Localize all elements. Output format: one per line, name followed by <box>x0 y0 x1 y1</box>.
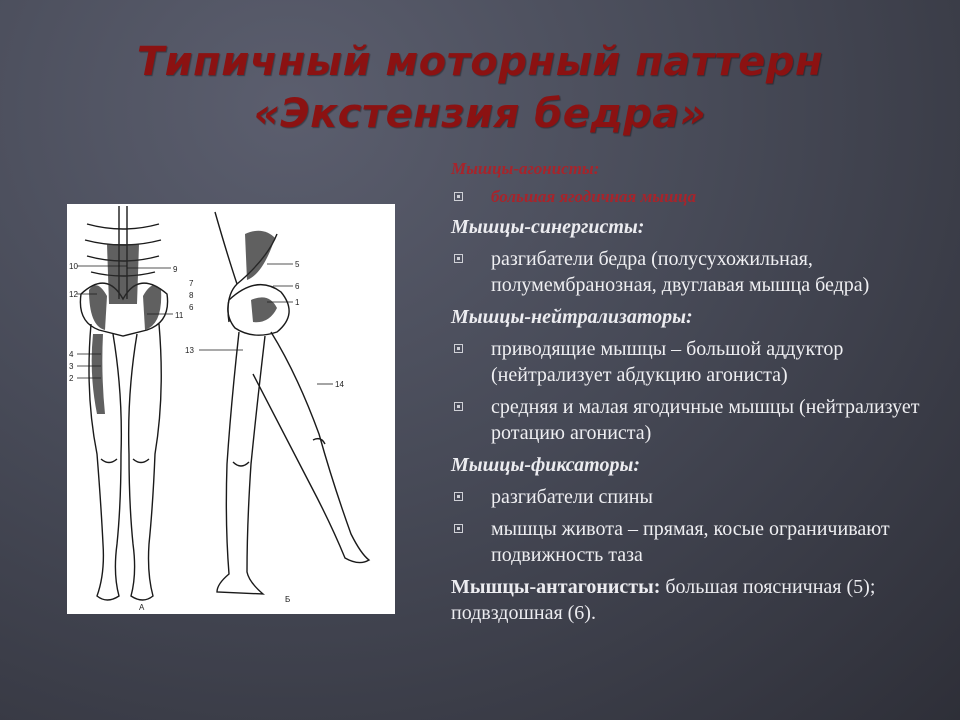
label-14: 14 <box>335 380 344 389</box>
antagonists-value: большая поясничная (5); подвздошная (6). <box>451 576 876 624</box>
label-4: 4 <box>69 350 74 359</box>
figure-label-b: Б <box>285 595 291 604</box>
muscle-list <box>451 158 921 632</box>
list-item <box>451 186 921 208</box>
label-2: 2 <box>69 374 74 383</box>
leg-b-stance <box>217 332 265 594</box>
label-13: 13 <box>185 346 194 355</box>
synergist-item: разгибатели бедра (полусухожильная, полумембранозная, двуглавая мышца бедра) <box>491 248 870 296</box>
label-11: 11 <box>175 311 184 320</box>
agonist-item: большая ягодичная мышца <box>491 187 697 206</box>
label-3: 3 <box>69 362 74 371</box>
label-10: 10 <box>69 262 78 271</box>
square-bullet-icon <box>454 402 463 411</box>
label-12: 12 <box>69 290 78 299</box>
agonists-heading: Мышцы-агонисты: <box>451 159 600 178</box>
list-item <box>451 394 921 446</box>
square-bullet-icon <box>454 492 463 501</box>
label-5: 5 <box>295 260 300 269</box>
fixators-heading: Мышцы-фиксаторы: <box>451 454 640 476</box>
label-1: 1 <box>295 298 300 307</box>
square-bullet-icon <box>454 524 463 533</box>
fixator-item-1: разгибатели спины <box>491 486 653 508</box>
neutralizers-heading: Мышцы-нейтрализаторы: <box>451 306 693 328</box>
square-bullet-icon <box>454 344 463 353</box>
neutralizer-item-1: приводящие мышцы – большой аддуктор (нейтрализует абдукцию агониста) <box>491 338 844 386</box>
antagonists-block <box>451 574 921 626</box>
figure-label-a: А <box>139 603 145 612</box>
list-item <box>451 336 921 388</box>
label-7: 7 <box>189 279 194 288</box>
fixator-item-2: мышцы живота – прямая, косые ограничивают подвижность таза <box>491 518 890 566</box>
square-bullet-icon <box>454 192 463 201</box>
list-item <box>451 516 921 568</box>
antagonists-heading: Мышцы-антагонисты: <box>451 576 661 598</box>
title-line-1: Типичный моторный паттерн <box>136 39 824 85</box>
list-item <box>451 484 921 510</box>
title-line-2: «Экстензия бедра» <box>253 91 707 137</box>
label-6b: 6 <box>295 282 300 291</box>
label-9: 9 <box>173 265 178 274</box>
synergists-heading: Мышцы-синергисты: <box>451 216 645 238</box>
label-6a: 6 <box>189 303 194 312</box>
leg-b-extended <box>253 332 369 563</box>
anatomy-illustration <box>67 204 395 614</box>
neutralizer-item-2: средняя и малая ягодичные мышцы (нейтрализует ротацию агониста) <box>491 396 920 444</box>
label-8: 8 <box>189 291 194 300</box>
anatomy-drawing <box>67 204 395 614</box>
slide-title <box>0 36 960 140</box>
square-bullet-icon <box>454 254 463 263</box>
list-item <box>451 246 921 298</box>
